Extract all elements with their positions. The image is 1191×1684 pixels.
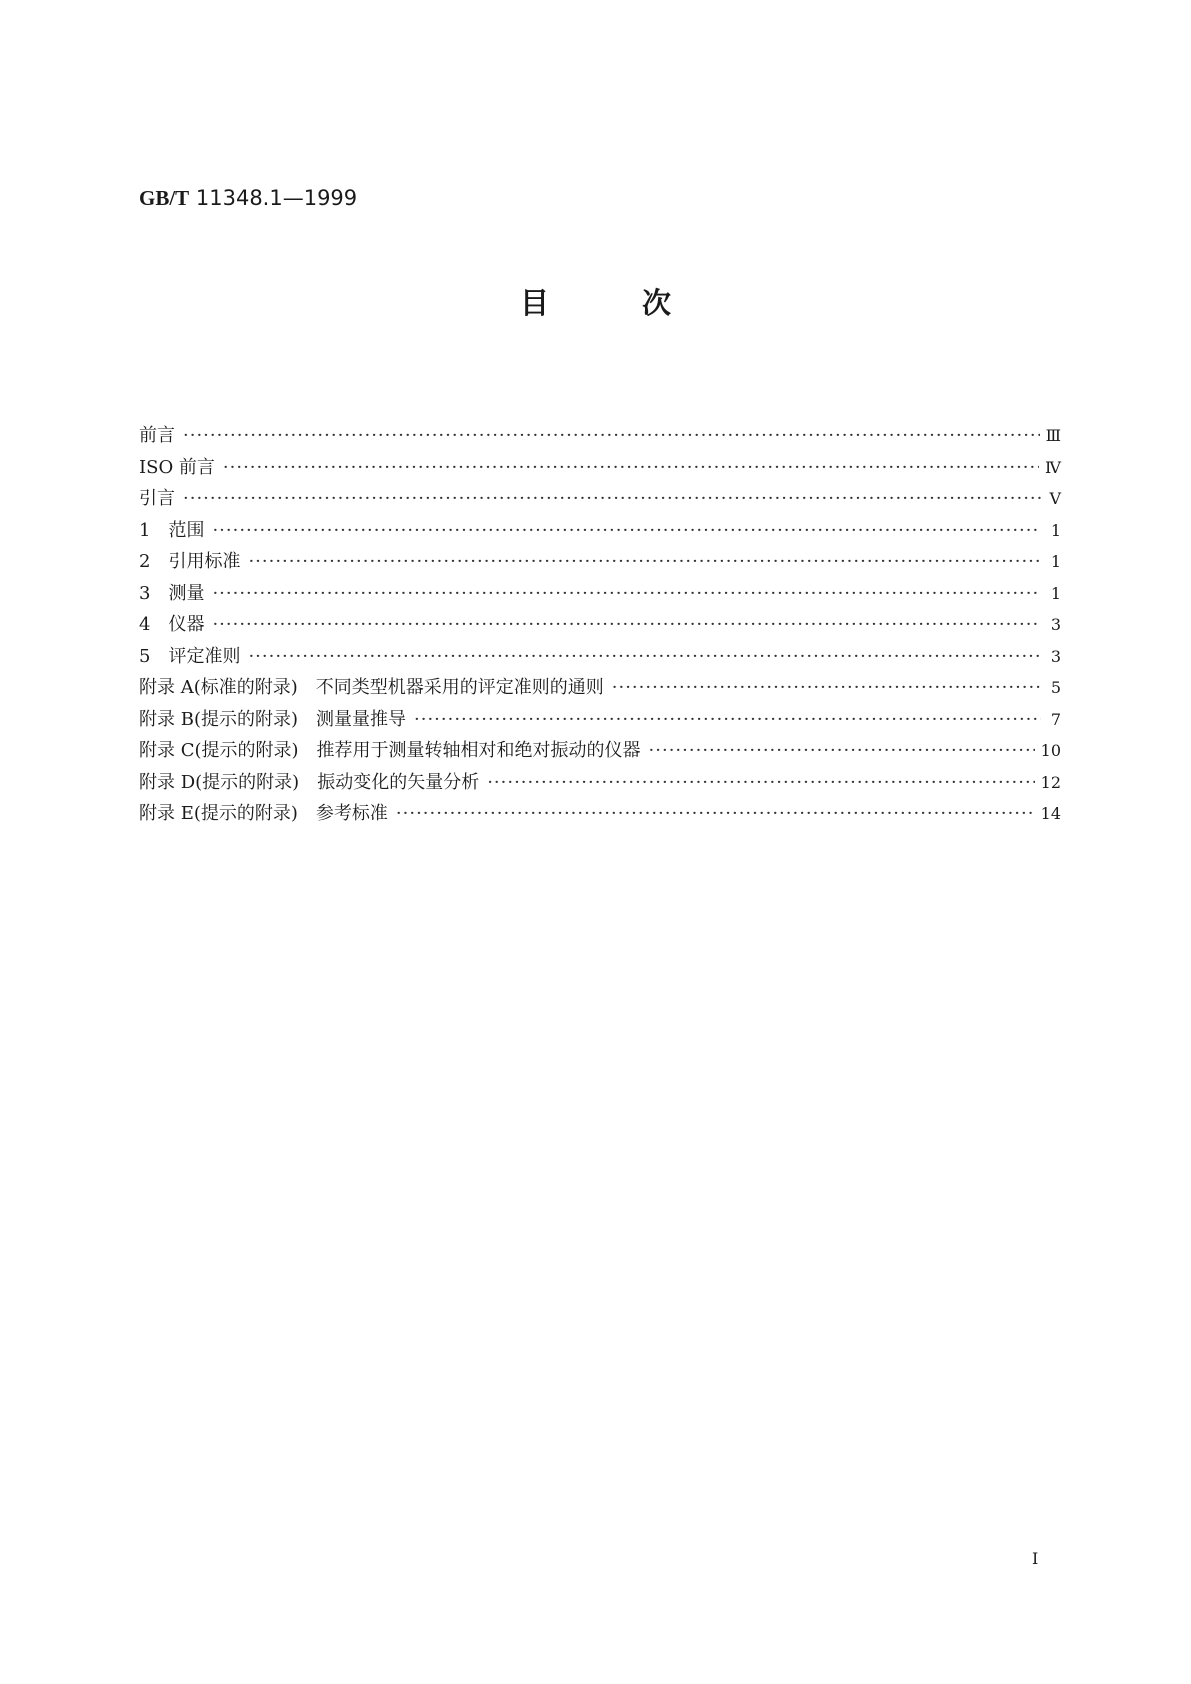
toc-entry-preface[interactable] (139, 421, 1061, 453)
toc-entry-label: 1 范围 (139, 519, 205, 541)
toc-entry-label: 5 评定准则 (139, 645, 241, 667)
toc-leader-dots (183, 488, 1041, 509)
standard-code (139, 186, 357, 211)
toc-entry-page: Ⅲ (1045, 426, 1061, 445)
toc-entry-label: 附录 C(提示的附录) 推荐用于测量转轴相对和绝对振动的仪器 (139, 740, 641, 761)
toc-entry-annex-b[interactable] (139, 705, 1061, 737)
toc-leader-dots (212, 583, 1041, 604)
toc-leader-dots (612, 677, 1041, 698)
toc-entry-label: 4 仪器 (139, 614, 205, 635)
toc-leader-dots (649, 740, 1035, 761)
toc-entry-label: ISO 前言 (139, 456, 215, 478)
toc-entry-label: 附录 A(标准的附录) 不同类型机器采用的评定准则的通则 (139, 677, 604, 698)
toc-entry-label: 附录 E(提示的附录) 参考标准 (139, 803, 388, 824)
toc-leader-dots (414, 709, 1041, 730)
toc-entry-label: 附录 D(提示的附录) 振动变化的矢量分析 (139, 771, 480, 793)
toc-entry-label: 2 引用标准 (139, 551, 241, 572)
toc-entry-evaluation-criteria[interactable] (139, 642, 1061, 674)
page-number: Ⅰ (1032, 1549, 1039, 1568)
toc-entry-annex-a[interactable] (139, 673, 1061, 705)
toc-entry-introduction[interactable] (139, 484, 1061, 516)
toc-entry-page: 5 (1050, 678, 1061, 697)
toc-entry-page: 7 (1050, 709, 1061, 729)
toc-entry-page: 12 (1040, 772, 1061, 792)
toc-entry-page: 1 (1050, 552, 1061, 571)
toc-leader-dots (223, 457, 1039, 478)
toc-entry-page: 1 (1050, 583, 1061, 603)
toc-leader-dots (212, 520, 1041, 541)
table-of-contents (139, 421, 1061, 831)
toc-leader-dots (212, 614, 1041, 635)
toc-entry-page: 3 (1050, 615, 1061, 634)
toc-entry-label: 附录 B(提示的附录) 测量量推导 (139, 708, 406, 730)
toc-entry-annex-e[interactable] (139, 799, 1061, 831)
toc-entry-instruments[interactable] (139, 610, 1061, 642)
toc-title-char-2: 次 (642, 286, 672, 320)
toc-entry-label: 前言 (139, 425, 175, 446)
toc-title-char-1: 目 (520, 286, 550, 320)
toc-entry-iso-preface[interactable] (139, 453, 1061, 485)
toc-leader-dots (396, 803, 1035, 824)
toc-leader-dots (248, 551, 1041, 572)
toc-entry-scope[interactable] (139, 516, 1061, 548)
toc-entry-page: Ⅳ (1045, 457, 1061, 477)
toc-entry-page: 1 (1050, 520, 1061, 540)
toc-entry-annex-d[interactable] (139, 768, 1061, 800)
toc-entry-page: Ⅴ (1049, 489, 1061, 508)
standard-prefix: GB/T (139, 186, 190, 210)
toc-leader-dots (487, 772, 1034, 793)
toc-entry-annex-c[interactable] (139, 736, 1061, 768)
toc-entry-page: 10 (1040, 741, 1061, 760)
toc-entry-label: 引言 (139, 488, 175, 509)
toc-leader-dots (248, 646, 1041, 667)
toc-entry-page: 14 (1040, 804, 1061, 823)
toc-entry-measurement[interactable] (139, 579, 1061, 611)
standard-number: 11348.1—1999 (195, 186, 358, 210)
toc-title (520, 281, 671, 322)
toc-entry-references[interactable] (139, 547, 1061, 579)
toc-entry-label: 3 测量 (139, 582, 205, 604)
toc-entry-page: 3 (1050, 646, 1061, 666)
toc-leader-dots (183, 425, 1040, 446)
